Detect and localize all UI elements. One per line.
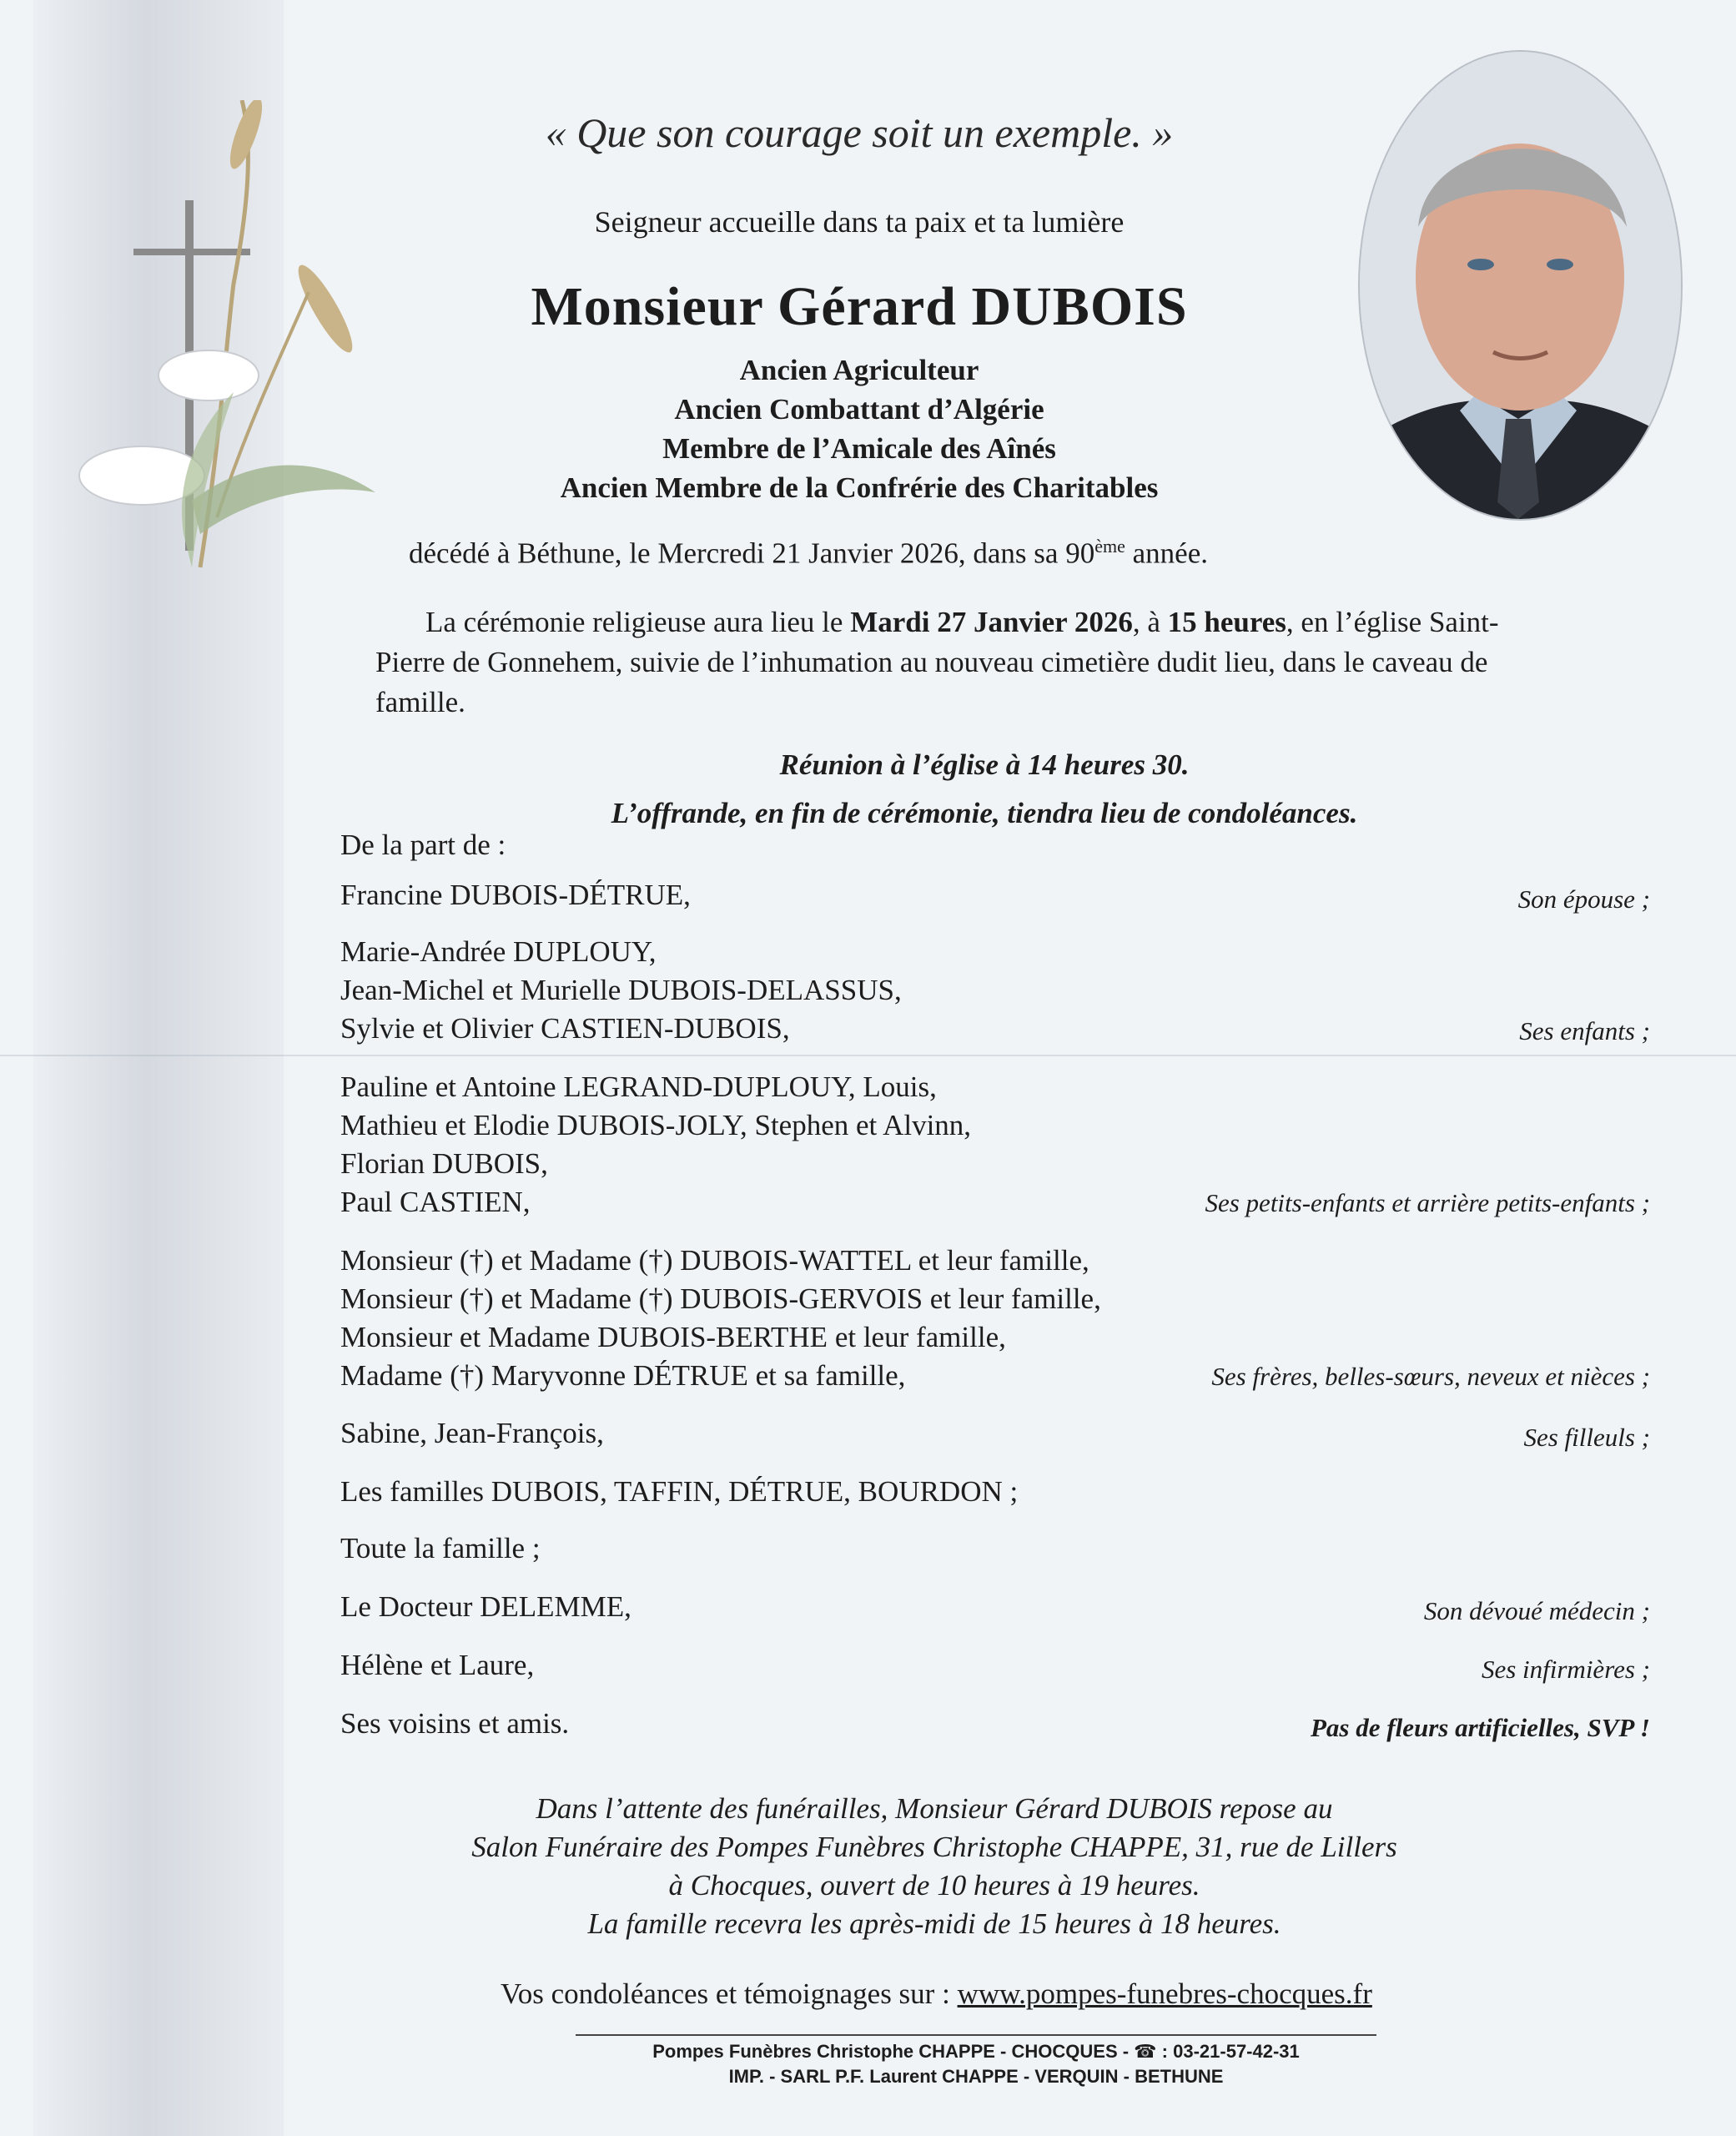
family-role: Ses petits-enfants et arrière petits-enfants ;: [1205, 1188, 1650, 1217]
prayer-line: Seigneur accueille dans ta paix et ta lumière: [594, 205, 1125, 239]
cross-horizontal: [133, 249, 250, 255]
family-role: Ses enfants ;: [1519, 1016, 1650, 1045]
deceased-name: Monsieur Gérard DUBOIS: [531, 276, 1188, 337]
titles-list: [317, 350, 1401, 507]
no-artificial-flowers-note: Pas de fleurs artificielles, SVP !: [1311, 1713, 1650, 1742]
condolences-link[interactable]: www.pompes-funebres-chocques.fr: [957, 1977, 1372, 2010]
lily-flower: [159, 350, 259, 400]
footer-divider: [576, 2034, 1376, 2036]
title-line: Ancien Agriculteur: [739, 354, 979, 386]
ceremony-time: 15 heures: [1167, 606, 1286, 638]
footer: Pompes Funèbres Christophe CHAPPE - CHOCQUES - ☎ : 03-21-57-42-31 IMP. - SARL P.F. Laurent CHAPPE - VERQUIN - BETHUNE: [652, 2041, 1300, 2087]
fold-line: [0, 1055, 1736, 1056]
family-role: Ses frères, belles-sœurs, neveux et nièces ;: [1211, 1362, 1650, 1391]
quote: « Que son courage soit un exemple. »: [545, 109, 1174, 156]
portrait-photo: [1358, 50, 1683, 521]
funeral-home-info: Dans l’attente des funérailles, Monsieur Gérard DUBOIS repose au Salon Funéraire des Pompes Funèbres Christophe CHAPPE, 31, rue de Lillers à Chocques, ouvert de 10 heures à 19 heures. La famille recevra les après-midi de 15 heures à 18 heures.: [471, 1792, 1397, 1940]
condolences-line: Vos condoléances et témoignages sur : www.pompes-funebres-chocques.fr: [501, 1977, 1372, 2010]
family-role: Son dévoué médecin ;: [1423, 1596, 1650, 1625]
ceremony-paragraph: La cérémonie religieuse aura lieu le Mardi 27 Janvier 2026, à 15 heures, en l’église Saint-Pierre de Gonnehem, suivie de l’inhumation au nouveau cimetière dudit lieu, dans le caveau de famille.: [375, 606, 1499, 718]
family-role: Ses filleuls ;: [1523, 1423, 1650, 1452]
title-line: Ancien Membre de la Confrérie des Charitables: [560, 471, 1159, 504]
obituary-page: « Que son courage soit un exemple. » Seigneur accueille dans ta paix et ta lumière Monsieur Gérard DUBOIS Ancien Agriculteur Ancien Combattant d’Algérie Membre de l’Amicale des Aînés Ancien Membre de la Confrérie des Charitables décédé à Béthune, le Mercredi 21 Janvier 2026, dans sa 90ème année. La cérémonie religieuse aura lieu le Mardi 27 Janvier 2026, à 15 heures, en l’église Saint-Pierre de Gonnehem, suivie de l’inhumation au nouveau cimetière dudit lieu, dans le caveau de famille. Réunion à l’église à 14 heures 30. L’offrande, en fin de cérémonie, tiendra lieu de condoléances. De la part de : Francine DUBOIS-DÉTRUE, Son épouse ; Marie-Andrée DUPLOUY, Jean-Michel et Murielle DUBOIS-DELASSUS, Sylvie et Olivier CASTIEN-DUBOIS, Ses enfants ; Pauline et Antoine LEGRAND-DUPLOUY, Louis, Mathieu et Elodie DUBOIS-JOLY, Stephen et Alvinn, Florian DUBOIS, Paul CASTIEN, Ses petits-enfants et arrière petits-enfants ; Monsieur (†) et Madame (†) DUBOIS-WATTEL et leur famille, Monsieur (†) et Madame (†) DUBOIS-GERVOIS et leur famille, Monsieur et Madame DUBOIS-BERTHE et leur famille, Madame (†) Maryvonne DÉTRUE et sa famille, Ses frères, belles-sœurs, neveux et nièces ; Sabine, Jean-François, Ses filleuls ; Les familles DUBOIS, TAFFIN, DÉTRUE, BOURDON ; Toute la famille ; Le Docteur DELEMME, Son dévoué médecin ; Hélène et Laure, Ses infirmières ; Ses voisins et amis. Pas de fleurs artificielles, SVP ! Dans l’attente des funérailles, Monsieur Gérard DUBOIS repose au Salon Funéraire des Pompes Funèbres Christophe CHAPPE, 31, rue de Lillers à Chocques, ouvert de 10 heures à 19 heures. La famille recevra les après-midi de 15 heures à 18 heures. Vos condoléances et témoignages sur : www.pompes-funebres-chocques.fr Pompes Funèbres Christophe CHAPPE - CHOCQUES - ☎ : 03-21-57-42-31 IMP. - SARL P.F. Laurent CHAPPE - VERQUIN - BETHUNE: [0, 0, 1736, 2136]
family-role: Son épouse ;: [1517, 884, 1650, 914]
meeting-info: Réunion à l’église à 14 heures 30. L’offrande, en fin de cérémonie, tiendra lieu de condoléances.: [611, 748, 1358, 829]
ceremony-date: Mardi 27 Janvier 2026: [850, 606, 1133, 638]
title-line: Membre de l’Amicale des Aînés: [662, 432, 1056, 465]
family-role: Ses infirmières ;: [1481, 1655, 1650, 1684]
death-notice: décédé à Béthune, le Mercredi 21 Janvier 2026, dans sa 90ème année.: [409, 536, 1208, 570]
title-line: Ancien Combattant d’Algérie: [674, 393, 1044, 426]
